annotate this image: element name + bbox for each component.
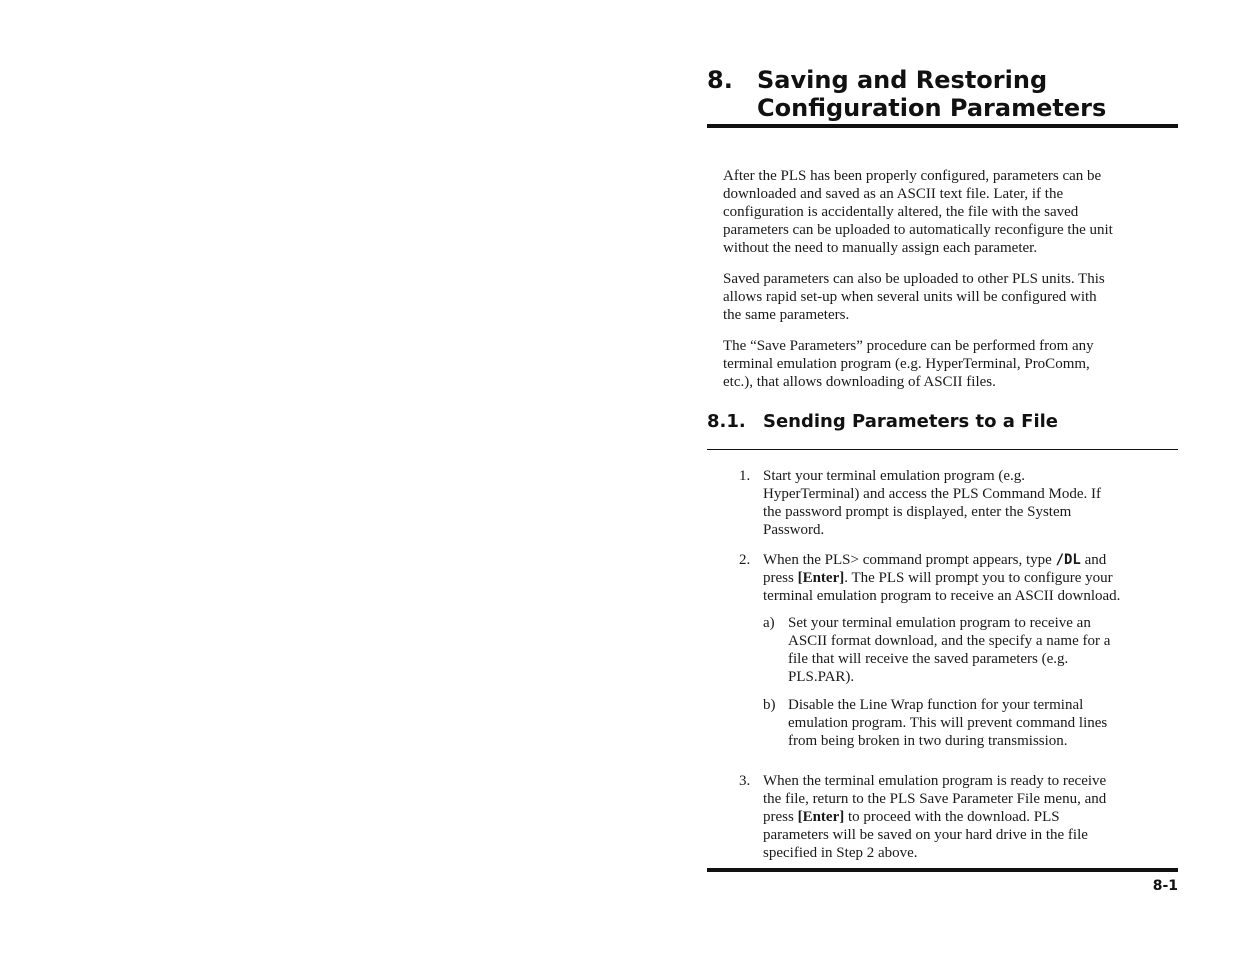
step-body (763, 772, 1178, 862)
text-fragment: press (763, 569, 798, 586)
text-line: from being broken in two during transmission. (788, 732, 1068, 749)
page-content (707, 66, 1178, 874)
text-line: configuration is accidentally altered, the file with the saved (723, 204, 1079, 220)
substep-body (788, 696, 1178, 750)
chapter-title-line-1: Saving and Restoring (757, 66, 1048, 94)
text-line: PLS.PAR). (788, 668, 855, 685)
step-2 (707, 551, 1178, 760)
text-line: etc.), that allows downloading of ASCII files. (723, 374, 996, 390)
step-number (707, 467, 763, 539)
command-text: /DL (1055, 551, 1081, 568)
step-body (763, 551, 1178, 760)
step-number-label: 3. (739, 772, 751, 789)
section-number: 8.1. (707, 411, 746, 432)
text-line: ASCII format download, and the specify a name for a (788, 632, 1111, 649)
text-line: terminal emulation program (e.g. HyperTerminal, ProComm, (723, 356, 1090, 372)
text-line: After the PLS has been properly configured, parameters can be (723, 168, 1102, 184)
key-name: [Enter] (797, 569, 845, 586)
text-fragment: to proceed with the download. PLS (844, 808, 1060, 825)
text-line: allows rapid set-up when several units will be configured with (723, 289, 1097, 305)
text-line: HyperTerminal) and access the PLS Command Mode. If (763, 485, 1102, 502)
text-line: The “Save Parameters” procedure can be performed from any (723, 338, 1094, 354)
text-line: Disable the Line Wrap function for your terminal (788, 696, 1084, 713)
intro-text (707, 167, 1178, 391)
text-line: Start your terminal emulation program (e.g. (763, 467, 1026, 484)
page-footer (707, 868, 1178, 894)
text-line: Password. (763, 521, 825, 538)
step-number-label: 1. (739, 467, 751, 484)
chapter-title-line-2: Configuration Parameters (757, 94, 1107, 122)
section-rule (707, 449, 1178, 450)
substep-a (763, 614, 1178, 686)
text-line: terminal emulation program to receive an ASCII download. (763, 587, 1121, 604)
step-number (707, 551, 763, 760)
section-title: Sending Parameters to a File (763, 411, 1059, 432)
text-line: emulation program. This will prevent command lines (788, 714, 1108, 731)
intro-paragraph-3 (723, 337, 1178, 391)
text-fragment: press (763, 808, 798, 825)
step-1 (707, 467, 1178, 539)
step-number-label: 2. (739, 551, 751, 568)
substep-label: a) (763, 614, 775, 631)
text-fragment: and (1080, 551, 1107, 568)
substep-b (763, 696, 1178, 750)
text-line: the file, return to the PLS Save Parameter File menu, and (763, 790, 1107, 807)
text-line: without the need to manually assign each parameter. (723, 240, 1038, 256)
step-number (707, 772, 763, 862)
text-line: the password prompt is displayed, enter the System (763, 503, 1072, 520)
substep-body (788, 614, 1178, 686)
text-line: Set your terminal emulation program to receive an (788, 614, 1091, 631)
chapter-title (757, 66, 1178, 122)
text-line: When the terminal emulation program is ready to receive (763, 772, 1107, 789)
text-fragment: When the PLS> command prompt appears, type (763, 551, 1056, 568)
text-line: Saved parameters can also be uploaded to other PLS units. This (723, 271, 1105, 287)
text-line: file that will receive the saved parameters (e.g. (788, 650, 1069, 667)
intro-paragraph-1 (723, 167, 1178, 257)
chapter-rule (707, 124, 1178, 128)
text-line: specified in Step 2 above. (763, 844, 918, 861)
text-line: parameters can be uploaded to automatically reconfigure the unit (723, 222, 1113, 238)
substep-label: b) (763, 696, 776, 713)
text-line: the same parameters. (723, 307, 850, 323)
page-number: 8-1 (1152, 878, 1178, 894)
substeps-list (763, 614, 1178, 750)
step-body (763, 467, 1178, 539)
text-line: downloaded and saved as an ASCII text file. Later, if the (723, 186, 1064, 202)
step-3 (707, 772, 1178, 862)
footer-rule (707, 868, 1178, 872)
intro-paragraph-2 (723, 270, 1178, 324)
key-name: [Enter] (797, 808, 845, 825)
chapter-number: 8. (707, 66, 733, 94)
text-fragment: . The PLS will prompt you to configure your (844, 569, 1113, 586)
text-line (763, 808, 1178, 826)
text-line: parameters will be saved on your hard drive in the file (763, 826, 1088, 843)
text-line (763, 551, 1178, 569)
text-line (763, 569, 1178, 587)
chapter-heading (707, 66, 1178, 124)
steps-list (707, 467, 1178, 862)
section-heading (707, 411, 1178, 434)
